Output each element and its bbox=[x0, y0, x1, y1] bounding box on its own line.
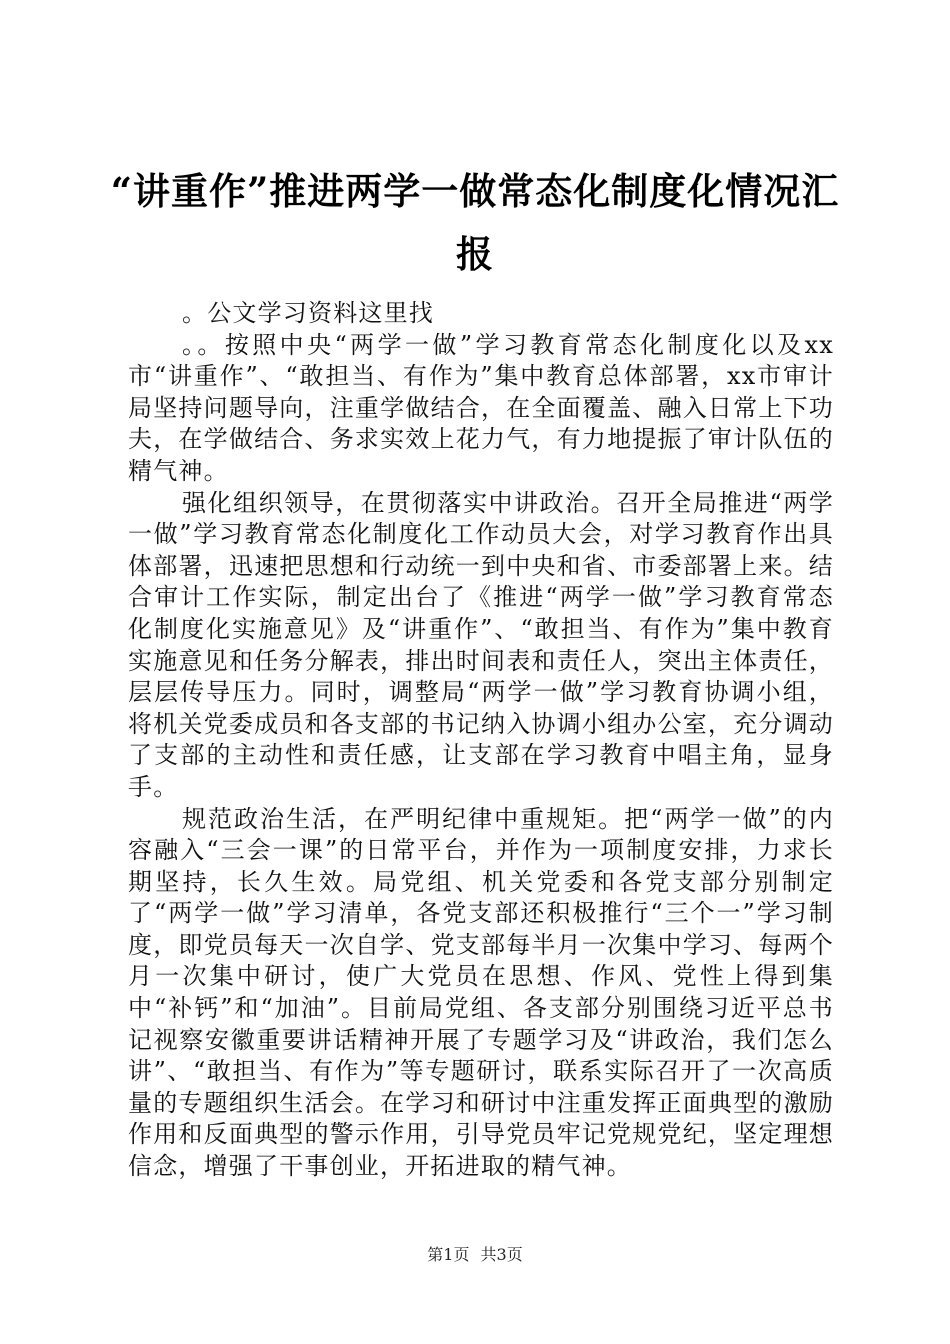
page-footer bbox=[0, 1245, 950, 1265]
page-number: 第1页 bbox=[427, 1245, 470, 1264]
paragraph-political-life: 规范政治生活，在严明纪律中重规矩。把“两学一做”的内容融入“三会一课”的日常平台，并作为一项制度安排，力求长期坚持，长久生效。局党组、机关党委和各党支部分别制定了“两学一做”学习清单，各党支部还积极推行“三个一”学习制度，即党员每天一次自学、党支部每半月一次集中学习、每两个月一次集中研讨，使广大党员在思想、作风、党性上得到集中“补钙”和“加油”。目前局党组、各支部分别围绕习近平总书记视察安徽重要讲话精神开展了专题学习及“讲政治，我们怎么讲”、“敢担当、有作为”等专题研讨，联系实际召开了一次高质量的专题组织生活会。在学习和研讨中注重发挥正面典型的激励作用和反面典型的警示作用，引导党员牢记党规党纪，坚定理想信念，增强了干事创业，开拓进取的精气神。 bbox=[128, 804, 834, 1181]
paragraph-organization: 强化组织领导，在贯彻落实中讲政治。召开全局推进“两学一做”学习教育常态化制度化工作动员大会，对学习教育作出具体部署，迅速把思想和行动统一到中央和省、市委部署上来。结合审计工作实际，制定出台了《推进“两学一做”学习教育常态化制度化实施意见》及“讲重作”、“敢担当、有作为”集中教育实施意见和任务分解表，排出时间表和责任人，突出主体责任，层层传导压力。同时，调整局“两学一做”学习教育协调小组，将机关党委成员和各支部的书记纳入协调小组办公室，充分调动了支部的主动性和责任感，让支部在学习教育中唱主角，显身手。 bbox=[128, 488, 834, 801]
page-total: 共3页 bbox=[480, 1245, 523, 1264]
document-title: “讲重作”推进两学一做常态化制度化情况汇报 bbox=[110, 169, 840, 276]
document-body bbox=[128, 298, 834, 1183]
paragraph-intro: 。公文学习资料这里找 bbox=[182, 299, 434, 327]
paragraph-overview: 。。按照中央“两学一做”学习教育常态化制度化以及xx市“讲重作”、“敢担当、有作为”集中教育总体部署，xx市审计局坚持问题导向，注重学做结合，在全面覆盖、融入日常上下功夫，在学做结合、务求实效上花力气，有力地提振了审计队伍的精气神。 bbox=[128, 330, 834, 485]
